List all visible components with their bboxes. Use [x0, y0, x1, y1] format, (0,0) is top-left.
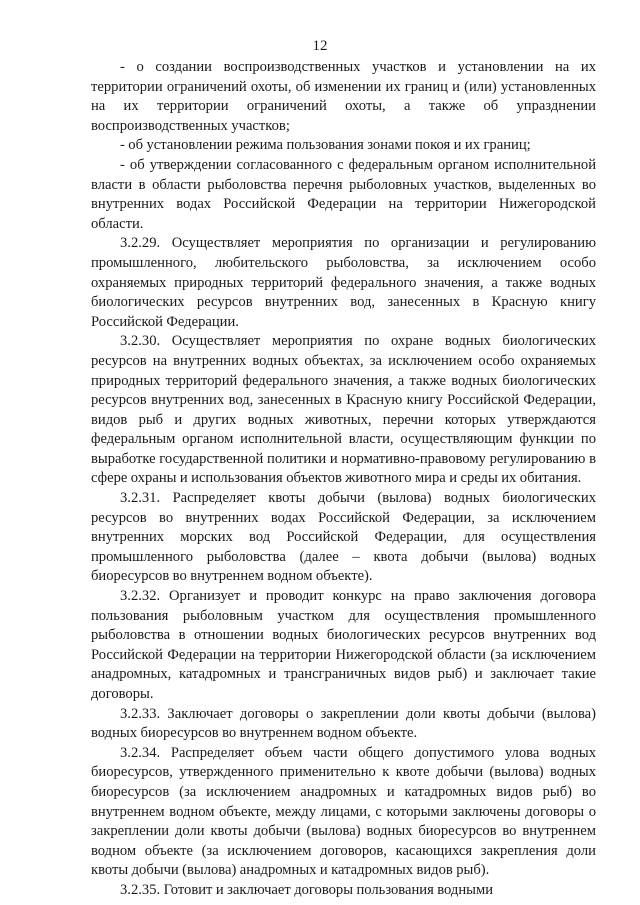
clause-3-2-34: 3.2.34. Распределяет объем части общего допустимого улова водных биоресурсов, утвержденного применительно к квоте добычи (вылова) водных биоресурсов (за исключением анадромных и катадромных видов рыб) во внутреннем водном объекте, между лицами, с которыми заключены договоры о закреплении доли квоты добычи (вылова) водных биоресурсов во внутреннем водном объекте (за исключением договоров, касающихся закрепления доли квоты добычи (вылова) анадромных и катадромных видов рыб).	[91, 744, 596, 879]
list-item-rybolovnye-uchastki: - об утверждении согласованного с федеральным органом исполнительной власти в области рыболовства перечня рыболовных участков, выделенных во внутренних водах Российской Федерации на территории Нижегородской области.	[91, 156, 596, 232]
clause-3-2-30: 3.2.30. Осуществляет мероприятия по охране водных биологических ресурсов на внутренних водных объектах, за исключением особо охраняемых природных территорий федерального значения, а также водных биологических ресурсов внутренних вод, занесенных в Красную книгу Российской Федерации, видов рыб и других водных животных, перечни которых утверждаются федеральным органом исполнительной власти, осуществляющим функции по выработке государственной политики и нормативно-правовому регулированию в сфере охраны и использования объектов животного мира и среды их обитания.	[91, 333, 596, 487]
list-item-voproizvodstvennye-uchastki: - о создании воспроизводственных участков и установлении на их территории ограничений охоты, об изменении их границ и (или) установленных на их территории ограничений охоты, а также об упразднении воспроизводственных участков;	[91, 59, 596, 134]
clause-3-2-33: 3.2.33. Заключает договоры о закреплении доли квоты добычи (вылова) водных биоресурсов во внутреннем водном объекте.	[91, 705, 596, 742]
list-item-zony-pokoya: - об установлении режима пользования зонами покоя и их границ;	[120, 137, 531, 154]
clause-3-2-35: 3.2.35. Готовит и заключает договоры пользования водными	[120, 881, 494, 898]
clause-3-2-29: 3.2.29. Осуществляет мероприятия по организации и регулированию промышленного, любительского рыболовства, за исключением особо охраняемых природных территорий федерального значения, а также водных биологических ресурсов внутренних вод, занесенных в Красную книгу Российской Федерации.	[91, 235, 596, 330]
page-number: 12	[312, 38, 328, 54]
clause-3-2-32: 3.2.32. Организует и проводит конкурс на право заключения договора пользования рыболовным участком для осуществления промышленного рыболовства в отношении водных биологических ресурсов внутренних вод Российской Федерации на территории Нижегородской области (за исключением анадромных, катадромных и трансграничных видов рыб) и заключает такие договоры.	[91, 588, 596, 702]
clause-3-2-31: 3.2.31. Распределяет квоты добычи (вылова) водных биологических ресурсов во внутренних водах Российской Федерации, за исключением внутренних морских вод Российской Федерации, для осуществления промышленного рыболовства (далее – квота добычи (вылова) водных биоресурсов во внутреннем водном объекте).	[91, 490, 596, 585]
document-body	[91, 58, 596, 901]
